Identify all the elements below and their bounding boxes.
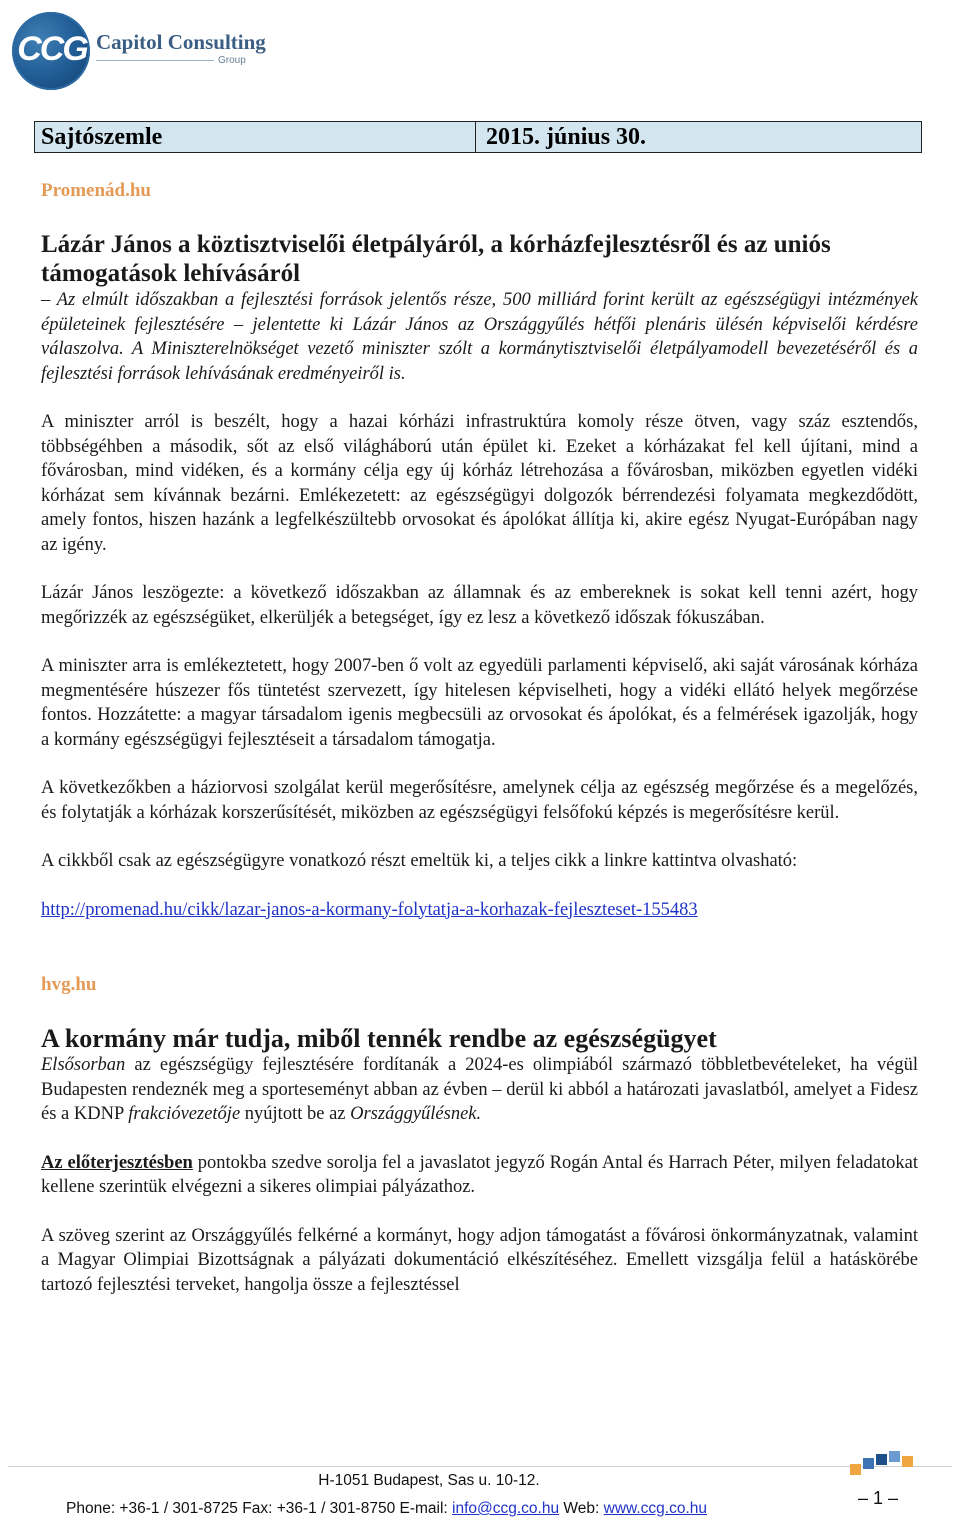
header-title: Sajtószemle bbox=[35, 122, 476, 152]
logo-divider bbox=[96, 60, 214, 61]
footer-address: H-1051 Budapest, Sas u. 10-12. bbox=[318, 1472, 540, 1489]
article-link[interactable]: http://promenad.hu/cikk/lazar-janos-a-kormany-folytatja-a-korhazak-fejleszteset-155483 bbox=[41, 899, 698, 920]
footer-web-label: Web: bbox=[559, 1500, 604, 1517]
article-paragraph: Lázár János leszögezte: a következő időszakban az államnak és az embereknek is sokat kell tenni azért, hogy megőrizzék az egészségüket, elkerüljék a betegséget, így ez lesz a következő időszak fókuszában. bbox=[41, 583, 918, 628]
article-hvg bbox=[41, 972, 918, 1297]
article-headline: Lázár János a köztisztviselői életpályáról, a kórházfejlesztésről és az uniós támogatások lehívásáról bbox=[41, 231, 831, 287]
body-text: nyújtott be az bbox=[240, 1104, 351, 1124]
logo-company-name: Capitol Consulting bbox=[96, 30, 266, 54]
article-paragraph: A cikkből csak az egészségügyre vonatkozó részt emeltük ki, a teljes cikk a linkre kattintva olvasható: bbox=[41, 851, 798, 871]
article-paragraph: A következőkben a háziorvosi szolgálat kerül megerősítésre, amelynek célja az egészség megőrzése és a megelőzés, és folytatják a kórházak korszerűsítését, miközben az egészségügyi felsőfokú képzés is megerősítésre kerül. bbox=[41, 778, 918, 823]
italic-text: Országgyűlésnek. bbox=[350, 1104, 482, 1124]
footer-web-link[interactable]: www.ccg.co.hu bbox=[603, 1500, 708, 1517]
proposal-link[interactable]: Az előterjesztésben bbox=[41, 1152, 193, 1173]
article-paragraph bbox=[41, 1053, 918, 1127]
header-date: 2015. június 30. bbox=[486, 123, 647, 150]
body-text: az egészségügy fejlesztésére fordítanák a 2024-es olimpiából származó többletbevételeket, ha végül Budapesten rendeznék meg a sporteseményt abban az évben – derül ki abból a határozati javaslatból, amelyet a Fidesz és a KDNP bbox=[41, 1055, 918, 1124]
article-paragraph bbox=[41, 1151, 918, 1200]
page-number: – 1 – bbox=[857, 1488, 899, 1508]
main-content bbox=[41, 178, 918, 1297]
logo-mark-text: CCG bbox=[17, 30, 87, 68]
italic-text: frakcióvezetője bbox=[128, 1104, 241, 1124]
footer-contact bbox=[66, 1500, 707, 1518]
article-headline: A kormány már tudja, miből tennék rendbe az egészségügyet bbox=[41, 1024, 717, 1053]
italic-text: Elsősorban bbox=[41, 1055, 126, 1075]
article-lead: – Az elmúlt időszakban a fejlesztési források jelentős része, 500 milliárd forint került az egészségügyi intézmények épületeinek fejlesztésére – jelentette ki Lázár János az Országgyűlés hétfői plenáris ülésén képviselői kérdésre válaszolva. A Miniszterelnökséget vezető miniszter szólt a kormánytisztviselői életpályamodell bevezetéséről és a fejlesztési források lehívásának eredményeiről is. bbox=[41, 290, 918, 384]
article-paragraph: A szöveg szerint az Országgyűlés felkérné a kormányt, hogy adjon támogatást a fővárosi önkormányzatnak, valamint a Magyar Olimpiai Bizottságnak a pályázati dokumentáció elkészítéséhez. Emellett vizsgálja felül a hatáskörébe tartozó fejlesztési terveket, hangolja össze a fejlesztéssel bbox=[41, 1225, 918, 1295]
article-promenad bbox=[41, 178, 918, 922]
footer-email-link[interactable]: info@ccg.co.hu bbox=[452, 1500, 560, 1517]
article-paragraph: A miniszter arról is beszélt, hogy a hazai kórházi infrastruktúra komoly része ötven, vagy száz esztendős, többségéhben a második, sőt az első világháború után épület ki. Ezeket a kórházakat fel kell újítani, mind a fővárosban, mind vidéken, és a kormány célja egy új kórház létrehozása a fővárosban, miközben egyetlen vidéki kórházat sem kívánnak bezárni. Emlékezetett: az egészségügyi dolgozók bérrendezési folyamata megkezdődött, amely fontos, hiszen hazánk a legfelkészültebb orvosokat és ápolókat állítja ki, akire egész Nyugat-Európában nagy az igény. bbox=[41, 412, 918, 555]
article-source: hvg.hu bbox=[41, 974, 97, 995]
footer-phone-fax: Phone: +36-1 / 301-8725 Fax: +36-1 / 301-8750 E-mail: bbox=[66, 1500, 453, 1517]
company-logo bbox=[10, 10, 270, 90]
article-source: Promenád.hu bbox=[41, 180, 151, 201]
article-paragraph: A miniszter arra is emlékeztetett, hogy 2007-ben ő volt az egyedüli parlamenti képviselő, aki saját városának kórháza megmentésére húszezer fős tüntetést szervezett, így hitelesen képviselheti, hogy a vidéki ellátó helyek megőrzése fontos. Hozzátette: a magyar társadalom igenis megbecsüli az orvosokat és ápolókat, és a felmérések igazolják, hogy a kormány egészségügyi fejlesztéseit a társadalom támogatja. bbox=[41, 656, 918, 750]
body-text: pontokba szedve sorolja fel a javaslatot jegyző Rogán Antal és Harrach Péter, milyen feladatokat kellene szerintük elvégezni a sikeres olimpiai pályázathoz. bbox=[41, 1152, 918, 1197]
header-band bbox=[34, 121, 922, 153]
logo-group-text: Group bbox=[218, 55, 246, 66]
footer-divider bbox=[8, 1466, 952, 1467]
